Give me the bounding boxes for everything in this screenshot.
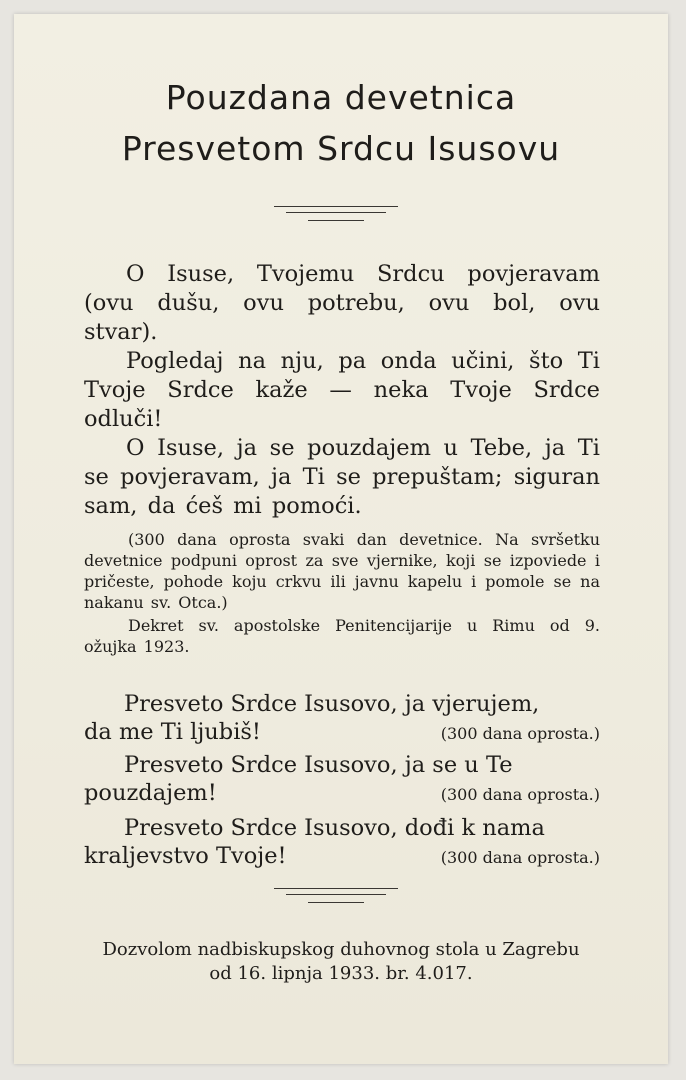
invocation-indulgence: (300 dana oprosta.) xyxy=(440,848,600,867)
invocation-line-1: Presveto Srdce Isusovo, dođi k nama xyxy=(124,815,545,841)
decree-text: Dekret sv. apostolske Penitencijarije u Rimu od 9. ožujka 1923. xyxy=(84,616,600,656)
invocation-indulgence: (300 dana oprosta.) xyxy=(440,724,600,743)
invocation-line-1: Presveto Srdce Isusovo, ja se u Te xyxy=(124,752,513,778)
invocation-1 xyxy=(84,690,600,748)
prayer-paragraph-2: Pogledaj na nju, pa onda učini, što Ti Tvoje Srdce kaže — neka Tvoje Srdce odluči! xyxy=(84,348,600,432)
indulgence-note: (300 dana oprosta svaki dan devetnice. Na svršetku devetnice podpuni oprost za sve vjernike, koji se izpoviede i pričeste, pohode koju crkvu ili javnu kapelu i pomole se na nakanu sv. Otca.) xyxy=(84,530,600,612)
invocation-line-2: pouzdajem! xyxy=(84,780,217,806)
invocation-line-2: da me Ti ljubiš! xyxy=(84,719,261,745)
footer-approval-line-2: od 16. lipnja 1933. br. 4.017. xyxy=(209,963,473,984)
prayer-card xyxy=(14,14,668,1064)
prayer-text xyxy=(84,260,600,521)
indulgence-notes xyxy=(84,529,600,657)
invocation-line-2: kraljevstvo Tvoje! xyxy=(84,843,287,869)
invocation-indulgence: (300 dana oprosta.) xyxy=(440,785,600,804)
title-line-1: Pouzdana devetnica xyxy=(165,78,517,117)
footer-approval-line-1: Dozvolom nadbiskupskog duhovnog stola u Zagrebu xyxy=(102,939,580,960)
invocation-3 xyxy=(84,814,600,872)
prayer-paragraph-1: O Isuse, Tvojemu Srdcu povjeravam (ovu dušu, ovu potrebu, ovu bol, ovu stvar). xyxy=(84,261,600,345)
invocation-line-1: Presveto Srdce Isusovo, ja vjerujem, xyxy=(124,691,540,717)
prayer-paragraph-3: O Isuse, ja se pouzdajem u Tebe, ja Ti se povjeravam, ja Ti se prepuštam; siguran sam, da ćeš mi pomoći. xyxy=(84,435,600,519)
invocation-2 xyxy=(84,751,600,809)
title-line-2: Presvetom Srdcu Isusovu xyxy=(121,129,561,168)
